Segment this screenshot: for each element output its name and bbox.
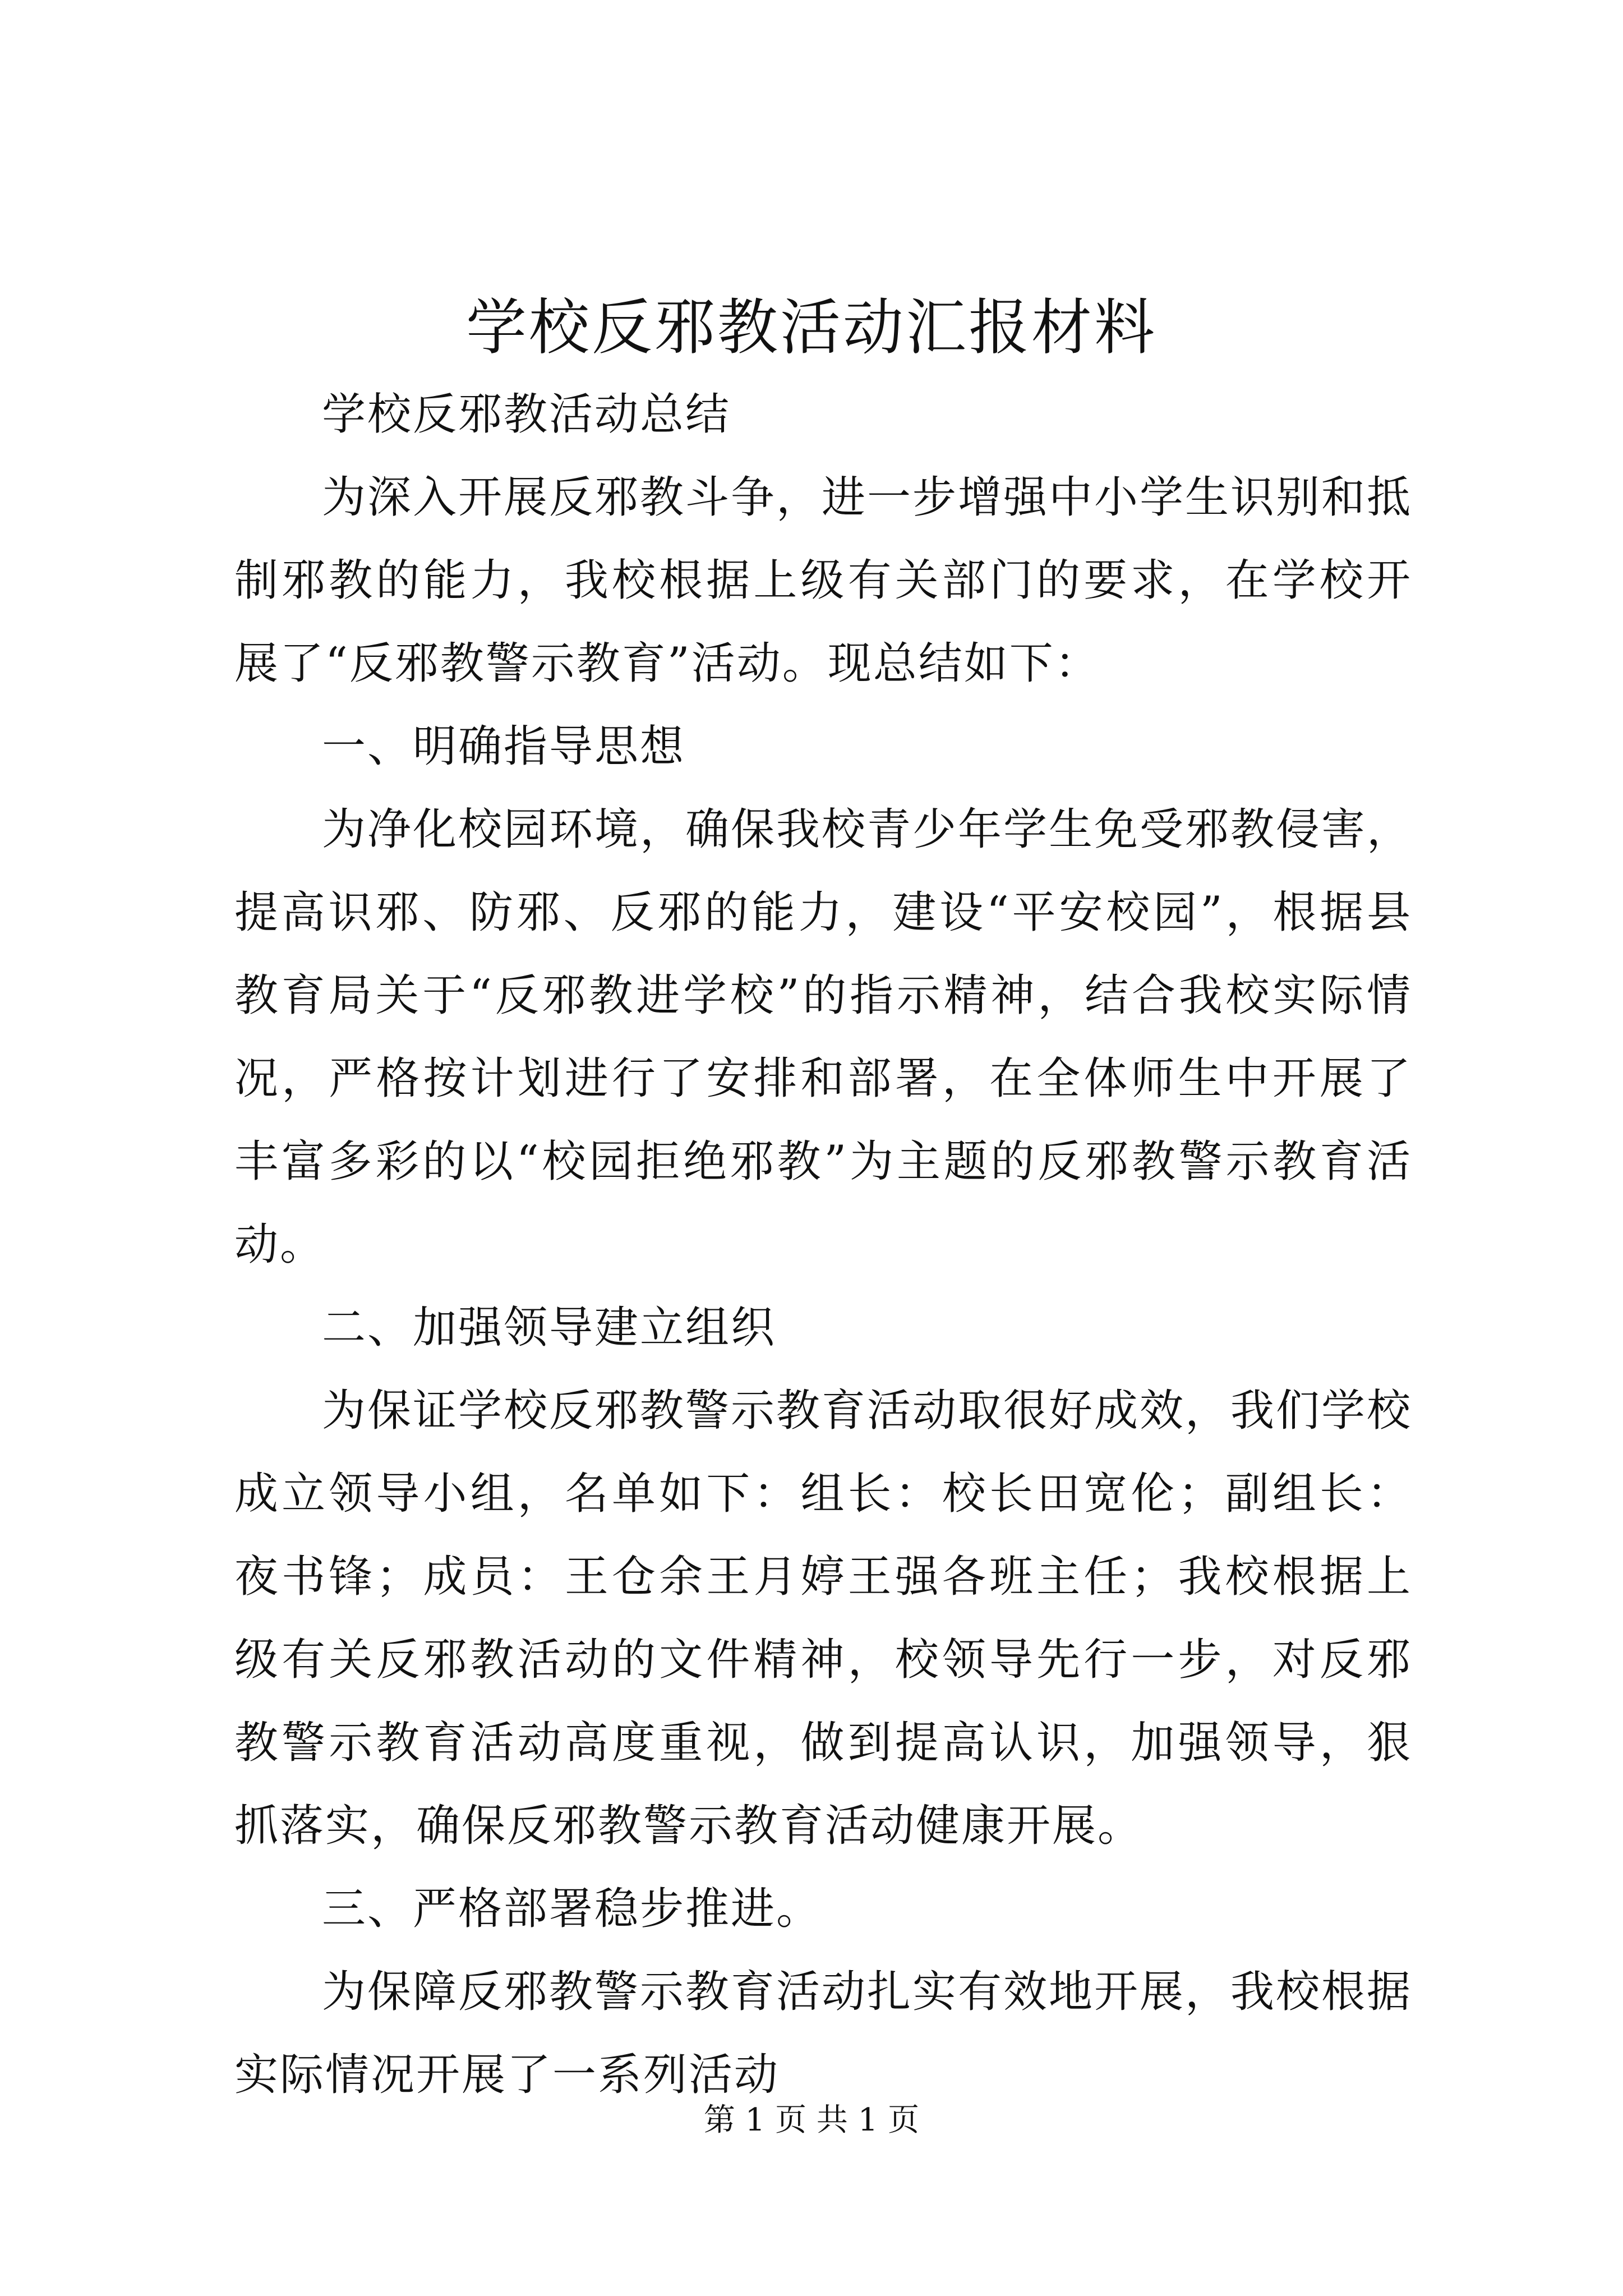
document-title: 学校反邪教活动汇报材料: [465, 293, 1157, 363]
section-heading-summary: 学校反邪教活动总结: [322, 389, 731, 440]
intro-paragraph: 为深入开展反邪教斗争，进一步增强中小学生识别和抵制邪教的能力，我校根据上级有关部门的要求，在学校开展了“反邪教警示教育”活动。现总结如下：: [234, 472, 1413, 689]
section-heading-2: 二、加强领导建立组织: [322, 1303, 777, 1353]
section-heading-3: 三、严格部署稳步推进。: [322, 1884, 822, 1934]
paragraph-2: 为保证学校反邪教警示教育活动取很好成效，我们学校成立领导小组，名单如下：组长：校长田宽伦；副组长：夜书锋；成员：王仓余王月婷王强各班主任；我校根据上级有关反邪教活动的文件精神，校领导先行一步，对反邪教警示教育活动高度重视，做到提高认识，加强领导，狠抓落实，确保反邪教警示教育活动健康开展。: [234, 1386, 1413, 1851]
section-heading-1: 一、明确指导思想: [322, 721, 686, 772]
paragraph-1: 为净化校园环境，确保我校青少年学生免受邪教侵害，提高识邪、防邪、反邪的能力，建设“平安校园”，根据县教育局关于“反邪教进学校”的指示精神，结合我校实际情况，严格按计划进行了安排和部署，在全体师生中开展了丰富多彩的以“校园拒绝邪教”为主题的反邪教警示教育活动。: [234, 804, 1413, 1270]
document-body: [234, 373, 1412, 2116]
page-footer: 第 1 页 共 1 页: [703, 2102, 920, 2138]
paragraph-3: 为保障反邪教警示教育活动扎实有效地开展，我校根据实际情况开展了一系列活动: [234, 1967, 1413, 2100]
